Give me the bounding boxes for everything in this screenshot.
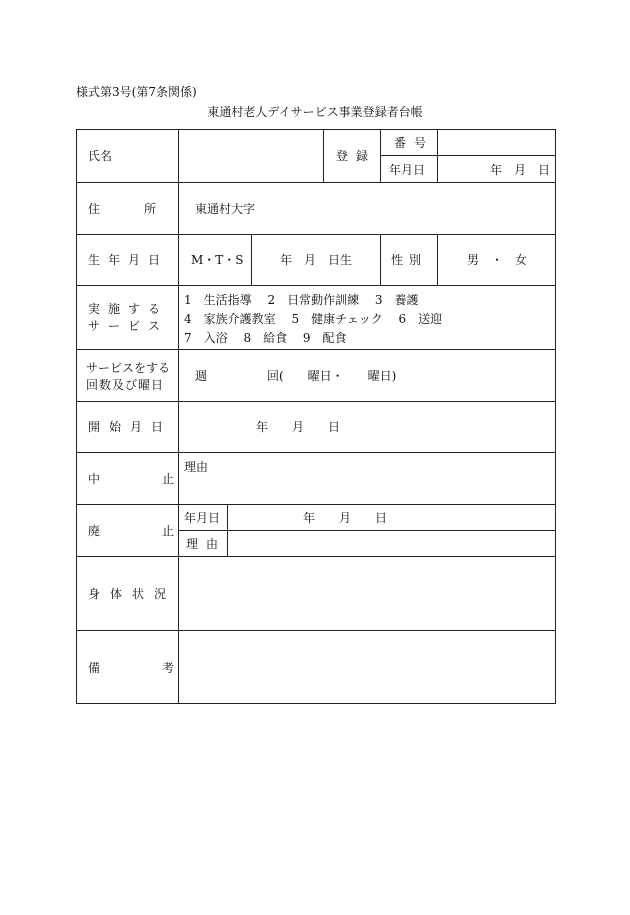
start-date-value: 年 月 日 xyxy=(256,420,341,434)
services-label-line1: 実施する xyxy=(88,302,169,316)
abolition-date-value: 年 月 日 xyxy=(303,511,388,525)
birth-date-value: 年 月 日生 xyxy=(280,253,353,267)
services-line1: 1 生活指導 2 日常動作訓練 3 養護 xyxy=(184,293,419,307)
start-date-label: 開始月日 xyxy=(88,420,173,434)
birth-date-label: 生年月日 xyxy=(88,253,169,267)
suspension-reason-label: 理由 xyxy=(184,460,209,474)
registration-label: 登録 xyxy=(336,149,377,163)
address-value: 東通村大字 xyxy=(195,202,256,216)
form-number: 様式第3号(第7条関係) xyxy=(76,85,197,99)
services-line2: 4 家族介護教室 5 健康チェック 6 送迎 xyxy=(184,312,443,326)
physical-condition-label: 身体状況 xyxy=(88,587,177,601)
abolition-label: 廃止 xyxy=(88,524,237,538)
frequency-label-line1: サービスをする xyxy=(86,361,171,375)
gender-label: 性別 xyxy=(391,253,428,267)
registration-number-label: 番号 xyxy=(394,136,435,150)
address-label: 住所 xyxy=(88,202,201,216)
services-line3: 7 入浴 8 給食 9 配食 xyxy=(184,331,347,345)
frequency-label-line2: 回数及び曜日 xyxy=(86,378,165,392)
suspension-label: 中止 xyxy=(88,472,237,486)
registry-table xyxy=(76,129,556,704)
abolition-reason-label: 理由 xyxy=(186,537,227,551)
birth-era-options: M・T・S xyxy=(191,253,244,267)
name-label: 氏名 xyxy=(88,149,113,163)
registration-date-value: 年 月 日 xyxy=(490,163,551,177)
remarks-label: 備考 xyxy=(88,661,237,675)
gender-options: 男 ・ 女 xyxy=(467,253,528,267)
frequency-value: 週 回( 曜日・ 曜日) xyxy=(195,369,397,383)
abolition-date-label: 年月日 xyxy=(184,511,221,525)
services-label-line2: サービス xyxy=(88,319,169,333)
registration-date-label: 年月日 xyxy=(389,163,426,177)
document-title: 東通村老人デイサービス事業登録者台帳 xyxy=(207,105,423,119)
